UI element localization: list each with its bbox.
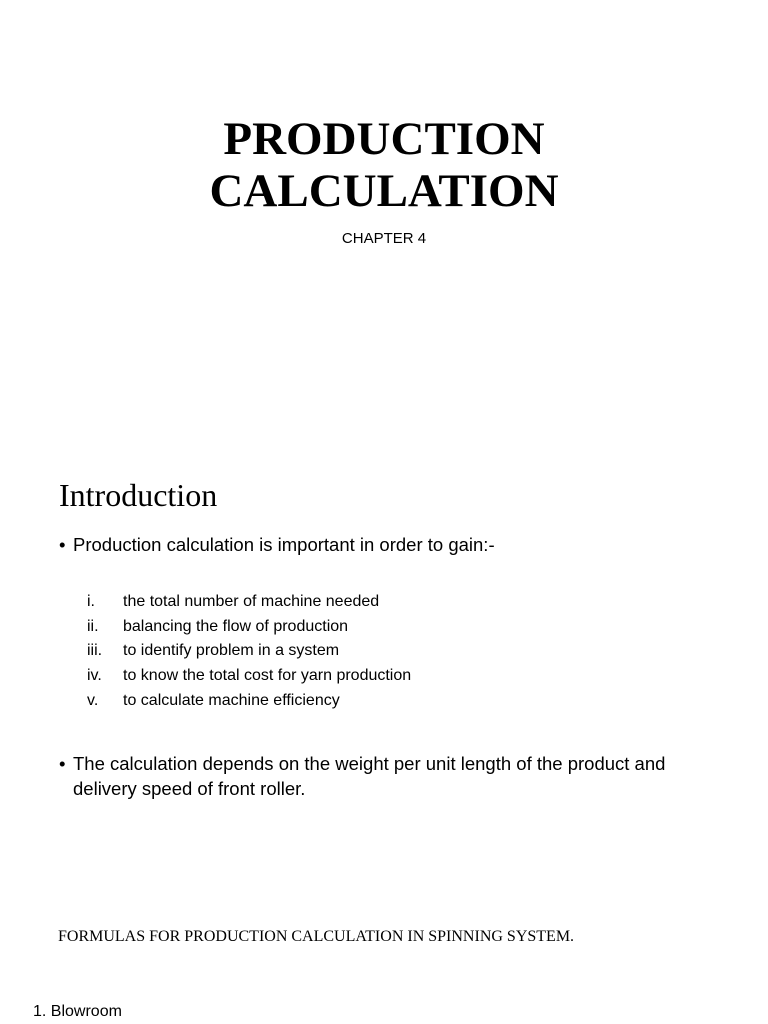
- list-item: [87, 664, 411, 689]
- list-item-number: i.: [87, 593, 95, 611]
- bullet-point: [59, 532, 709, 557]
- bullet-icon: •: [59, 534, 66, 555]
- section-heading-blowroom: 1. Blowroom: [33, 1003, 122, 1020]
- list-item-text: to calculate machine efficiency: [123, 691, 340, 709]
- page-title: [0, 113, 768, 217]
- list-item-number: ii.: [87, 617, 99, 635]
- chapter-label: CHAPTER 4: [341, 230, 427, 247]
- list-item-text: to identify problem in a system: [123, 642, 340, 660]
- introduction-heading: Introduction: [59, 477, 218, 513]
- bullet-text: The calculation depends on the weight per unit length of the product and delivery speed of front roller.: [73, 753, 666, 799]
- list-item: [87, 639, 411, 664]
- formulas-heading: FORMULAS FOR PRODUCTION CALCULATION IN SPINNING SYSTEM.: [58, 928, 575, 945]
- list-item-number: iv.: [87, 667, 102, 685]
- list-item-text: balancing the flow of production: [123, 617, 349, 635]
- bullet-icon: •: [59, 753, 66, 774]
- title-line-1: PRODUCTION: [223, 113, 545, 165]
- bullet-text: Production calculation is important in order to gain:-: [73, 534, 495, 555]
- list-item: [87, 615, 411, 640]
- list-item-number: v.: [87, 691, 99, 709]
- title-line-2: CALCULATION: [209, 165, 559, 217]
- list-item-number: iii.: [87, 642, 103, 660]
- list-item-text: to know the total cost for yarn production: [123, 667, 412, 685]
- list-item: [87, 688, 411, 713]
- list-item-text: the total number of machine needed: [123, 593, 380, 611]
- bullet-point: [59, 751, 709, 801]
- reasons-list: [87, 590, 411, 713]
- list-item: [87, 590, 411, 615]
